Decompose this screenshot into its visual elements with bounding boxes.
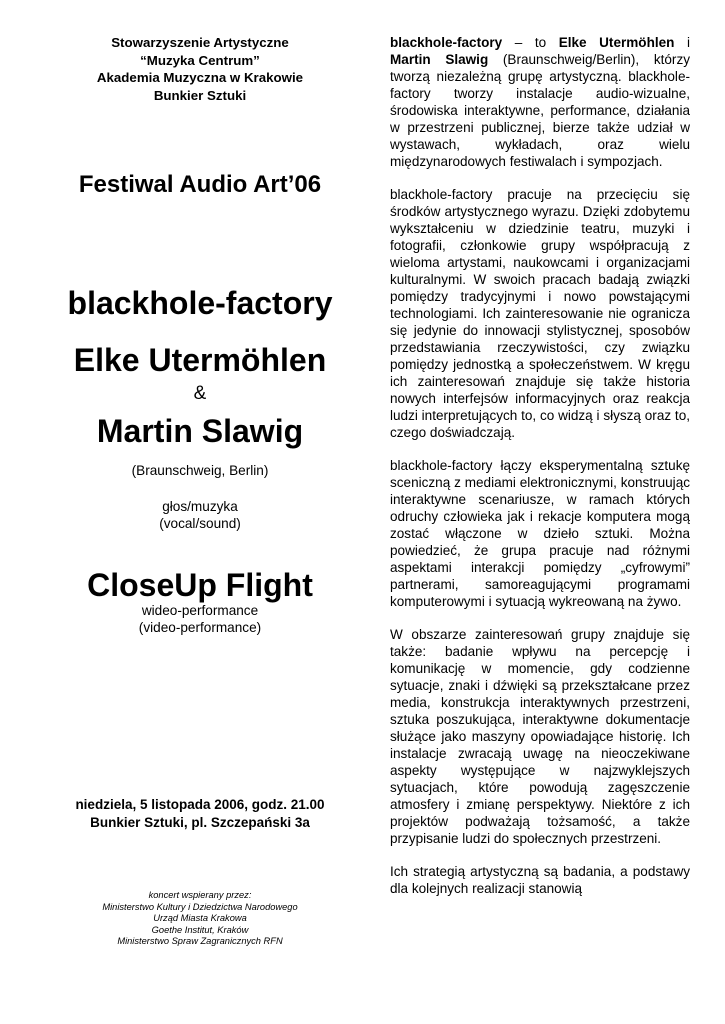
festival-title: Festiwal Audio Art’06 (78, 171, 322, 198)
intro-text: (Braunschweig/Berlin), którzy tworzą niezależną grupę artystyczną. blackhole-factory tworzy instalacje audio-wizualne, środowiska interaktywne, performance, działania w przestrzeni publicznej, bierze także udział w wystawach, wykładach, oraz wielu międzynarodowych festiwalach i sympozjach. (390, 52, 690, 169)
artist-name-bold: Martin Slawig (390, 52, 489, 67)
intro-connector: i (674, 35, 690, 50)
artist-origin: (Braunschweig, Berlin) (131, 463, 269, 478)
event-date: niedziela, 5 listopada 2006, godz. 21.00 (75, 797, 325, 812)
group-name-bold: blackhole-factory (390, 35, 503, 50)
paragraph-3: blackhole-factory łączy eksperymentalną sztukę sceniczną z mediami elektronicznymi, konstruując interaktywne scenariusze, w ramach których odruchy człowieka jak i rekacje komputera mogą zostać włączone w dzieło sztuki. Można powiedzieć, że grupa pracuje nad różnymi aspektami interakcji pomiędzy „cyfrowymi” partnerami, samoreagującymi programami komputerowymi i sytuacją wykreowaną na żywo. (390, 458, 690, 609)
artist-roles (40, 498, 360, 532)
sponsor-intro: koncert wspierany przez: (148, 890, 252, 900)
paragraph-5: Ich strategią artystyczną są badania, a podstawy dla kolejnych realizacji stanowią (390, 864, 690, 896)
artist-group-name: blackhole-factory (67, 285, 333, 321)
artist-name-2: Martin Slawig (96, 413, 304, 449)
artist-name-1: Elke Utermöhlen (73, 342, 327, 378)
role-polish: głos/muzyka (162, 499, 238, 514)
organizers-block (40, 34, 360, 104)
intro-connector: – to (502, 35, 559, 50)
sponsor-line: Ministerstwo Spraw Zagranicznych RFN (117, 936, 283, 947)
sponsor-line: Goethe Institut, Kraków (151, 924, 249, 935)
role-english: (vocal/sound) (159, 516, 241, 531)
work-type-polish: wideo-performance (141, 603, 259, 618)
work-type-english: (video-performance) (138, 620, 262, 635)
organizer-line: Stowarzyszenie Artystyczne (111, 35, 289, 50)
organizer-line: “Muzyka Centrum” (140, 52, 260, 68)
sponsor-line: Ministerstwo Kultury i Dziedzictwa Narodowego (102, 901, 298, 912)
artist-name-bold: Elke Utermöhlen (558, 35, 675, 50)
event-info (40, 796, 360, 831)
organizer-line: Bunkier Sztuki (153, 87, 247, 103)
paragraph-4: W obszarze zainteresowań grupy znajduje się także: badanie wpływu na percepcję i komunikację w momencie, gdy codzienne sytuacje, znaki i dźwięki są przekształcane przez media, konstrukcja interaktywnych przestrzeni, sztuka poszukująca, interaktywne dokumentacje służące jako maszyny opowiadające historię. Ich instalacje zwracają uwagę na nieoczekiwane aspekty występujące w najzwyklejszych sytuacjach, które powodują zagęszczenie atmosfery i zmianę perspektywy. Niektóre z ich projektów podważają tożsamość, a także przypisanie ludzi do społecznych przestrzeni. (390, 627, 690, 846)
paragraph-2: blackhole-factory pracuje na przecięciu się środków artystycznego wyrazu. Dzięki zdobytemu wykształceniu w dziedzinie teatru, muzyki i fotografii, członkowie grupy współpracują z wieloma artystami, naukowcami i organizacjami kulturalnymi. W swoich pracach badają związki pomiędzy tradycyjnymi i nowo powstającymi technologiami. Ich zainteresowanie nie ogranicza się jedynie do innowacji stylistycznej, sposobów przedstawiania rzeczywistości, czy związku pomiędzy jednostką a społeczeństwem. W kręgu ich zainteresowań znajduje się także historia nowych interfejsów informacyjnych oraz reakcja ludzi interpretujących to, co widzą i słyszą oraz to, czego doświadczają. (390, 187, 690, 440)
work-type (40, 602, 360, 636)
event-venue: Bunkier Sztuki, pl. Szczepański 3a (90, 814, 310, 830)
paragraph-intro (390, 34, 690, 170)
work-title: CloseUp Flight (87, 567, 313, 603)
description-column (390, 34, 690, 984)
ampersand: & (193, 383, 207, 404)
sponsor-line: Urząd Miasta Krakowa (153, 913, 247, 924)
sponsors-block (40, 890, 360, 948)
organizer-line: Akademia Muzyczna w Krakowie (96, 70, 304, 85)
